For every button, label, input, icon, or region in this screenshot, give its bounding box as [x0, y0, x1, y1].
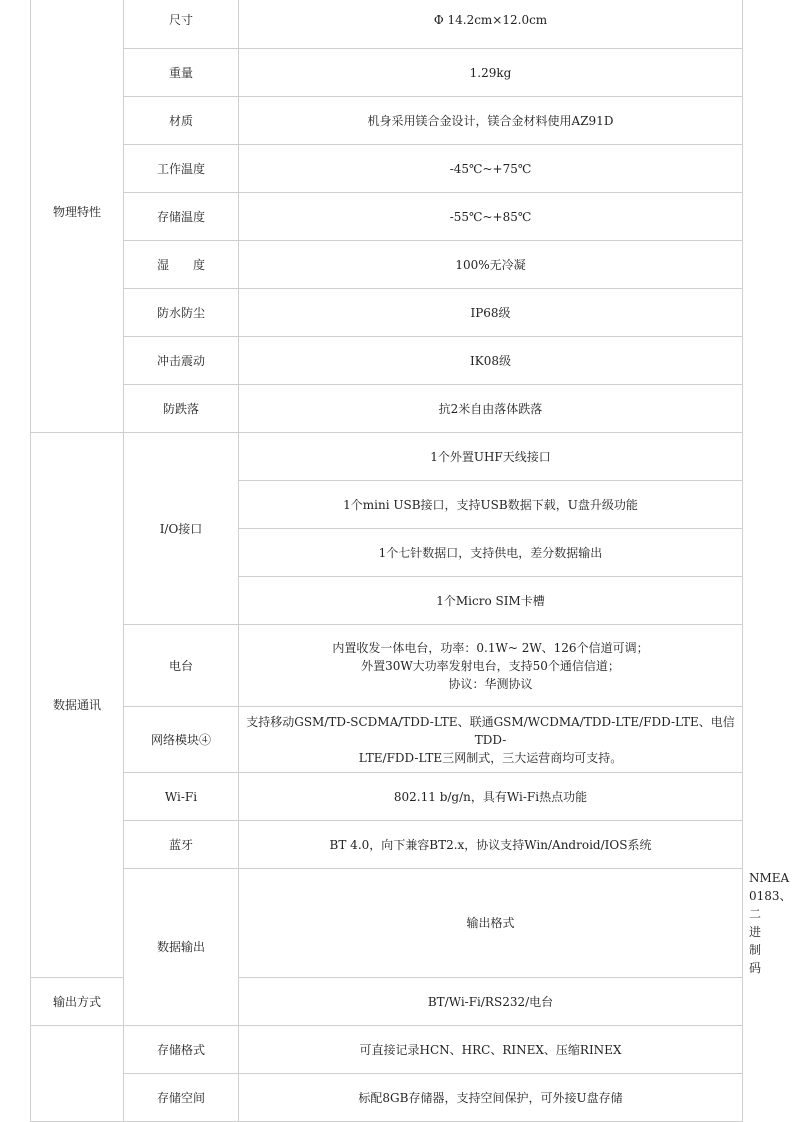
spec-value: BT/Wi-Fi/RS232/电台: [239, 978, 743, 1026]
category-communication: 数据通讯: [31, 433, 124, 978]
table-row: [31, 707, 743, 773]
spec-name: Wi-Fi: [124, 773, 239, 821]
table-row: [31, 1074, 743, 1122]
spec-value: 抗2米自由落体跌落: [239, 385, 743, 433]
table-row: [31, 337, 743, 385]
table-row: [31, 97, 743, 145]
spec-value: 1个外置UHF天线接口: [239, 433, 743, 481]
table-row: [31, 193, 743, 241]
category-physical: 物理特性: [31, 0, 124, 433]
spec-name: 存储温度: [124, 193, 239, 241]
spec-name: 尺寸: [124, 0, 239, 49]
table-row: 数据输出 输出格式 NMEA 0183、二进制码: [31, 869, 743, 978]
spec-name: 材质: [124, 97, 239, 145]
category-output: 数据输出: [124, 869, 239, 1026]
spec-name: 防跌落: [124, 385, 239, 433]
spec-name: 输出格式: [239, 869, 743, 978]
spec-value: 802.11 b/g/n，具有Wi-Fi热点功能: [239, 773, 743, 821]
table-row: [31, 0, 743, 49]
spec-value: Φ 14.2cm×12.0cm: [239, 0, 743, 49]
spec-name: 防水防尘: [124, 289, 239, 337]
spec-name: I/O接口: [124, 433, 239, 625]
spec-value: -55℃~+85℃: [239, 193, 743, 241]
table-row: [31, 625, 743, 707]
spec-value: 1个mini USB接口，支持USB数据下载，U盘升级功能: [239, 481, 743, 529]
table-row: [31, 145, 743, 193]
spec-value: 机身采用镁合金设计，镁合金材料使用AZ91D: [239, 97, 743, 145]
spec-name: 存储格式: [124, 1026, 239, 1074]
spec-table: [30, 0, 792, 1122]
spec-value: IK08级: [239, 337, 743, 385]
spec-value: -45℃~+75℃: [239, 145, 743, 193]
category-storage: [31, 1026, 124, 1122]
spec-value: [239, 707, 743, 773]
spec-value: 1个七针数据口，支持供电，差分数据输出: [239, 529, 743, 577]
spec-value: 1.29kg: [239, 49, 743, 97]
spec-name: 湿 度: [124, 241, 239, 289]
value-line: 外置30W大功率发射电台，支持50个通信信道；: [361, 658, 620, 673]
table-row: [31, 49, 743, 97]
value-line: 内置收发一体电台，功率：0.1W~ 2W、126个信道可调；: [332, 640, 649, 655]
spec-value: 可直接记录HCN、HRC、RINEX、压缩RINEX: [239, 1026, 743, 1074]
spec-name: 重量: [124, 49, 239, 97]
spec-value: IP68级: [239, 289, 743, 337]
spec-name: 蓝牙: [124, 821, 239, 869]
spec-name: 输出方式: [31, 978, 124, 1026]
table-row: [31, 773, 743, 821]
spec-name: 网络模块④: [124, 707, 239, 773]
value-line: 协议：华测协议: [448, 676, 533, 691]
spec-value: 1个Micro SIM卡槽: [239, 577, 743, 625]
table-row: [31, 433, 743, 481]
spec-name: 电台: [124, 625, 239, 707]
table-row: [31, 241, 743, 289]
spec-name: 冲击震动: [124, 337, 239, 385]
spec-value: [239, 625, 743, 707]
spec-name: 工作温度: [124, 145, 239, 193]
table-row: [31, 821, 743, 869]
table-row: [31, 289, 743, 337]
spec-value: 标配8GB存储器，支持空间保护，可外接U盘存储: [239, 1074, 743, 1122]
spec-value: 100%无冷凝: [239, 241, 743, 289]
table-row: [31, 385, 743, 433]
spec-name: 存储空间: [124, 1074, 239, 1122]
value-line: 支持移动GSM/TD-SCDMA/TDD-LTE、联通GSM/WCDMA/TDD-LTE/FDD-LTE、电信TDD-: [246, 714, 735, 747]
spec-value: BT 4.0，向下兼容BT2.x，协议支持Win/Android/IOS系统: [239, 821, 743, 869]
table-row: [31, 1026, 743, 1074]
value-line: LTE/FDD-LTE三网制式，三大运营商均可支持。: [358, 750, 623, 765]
